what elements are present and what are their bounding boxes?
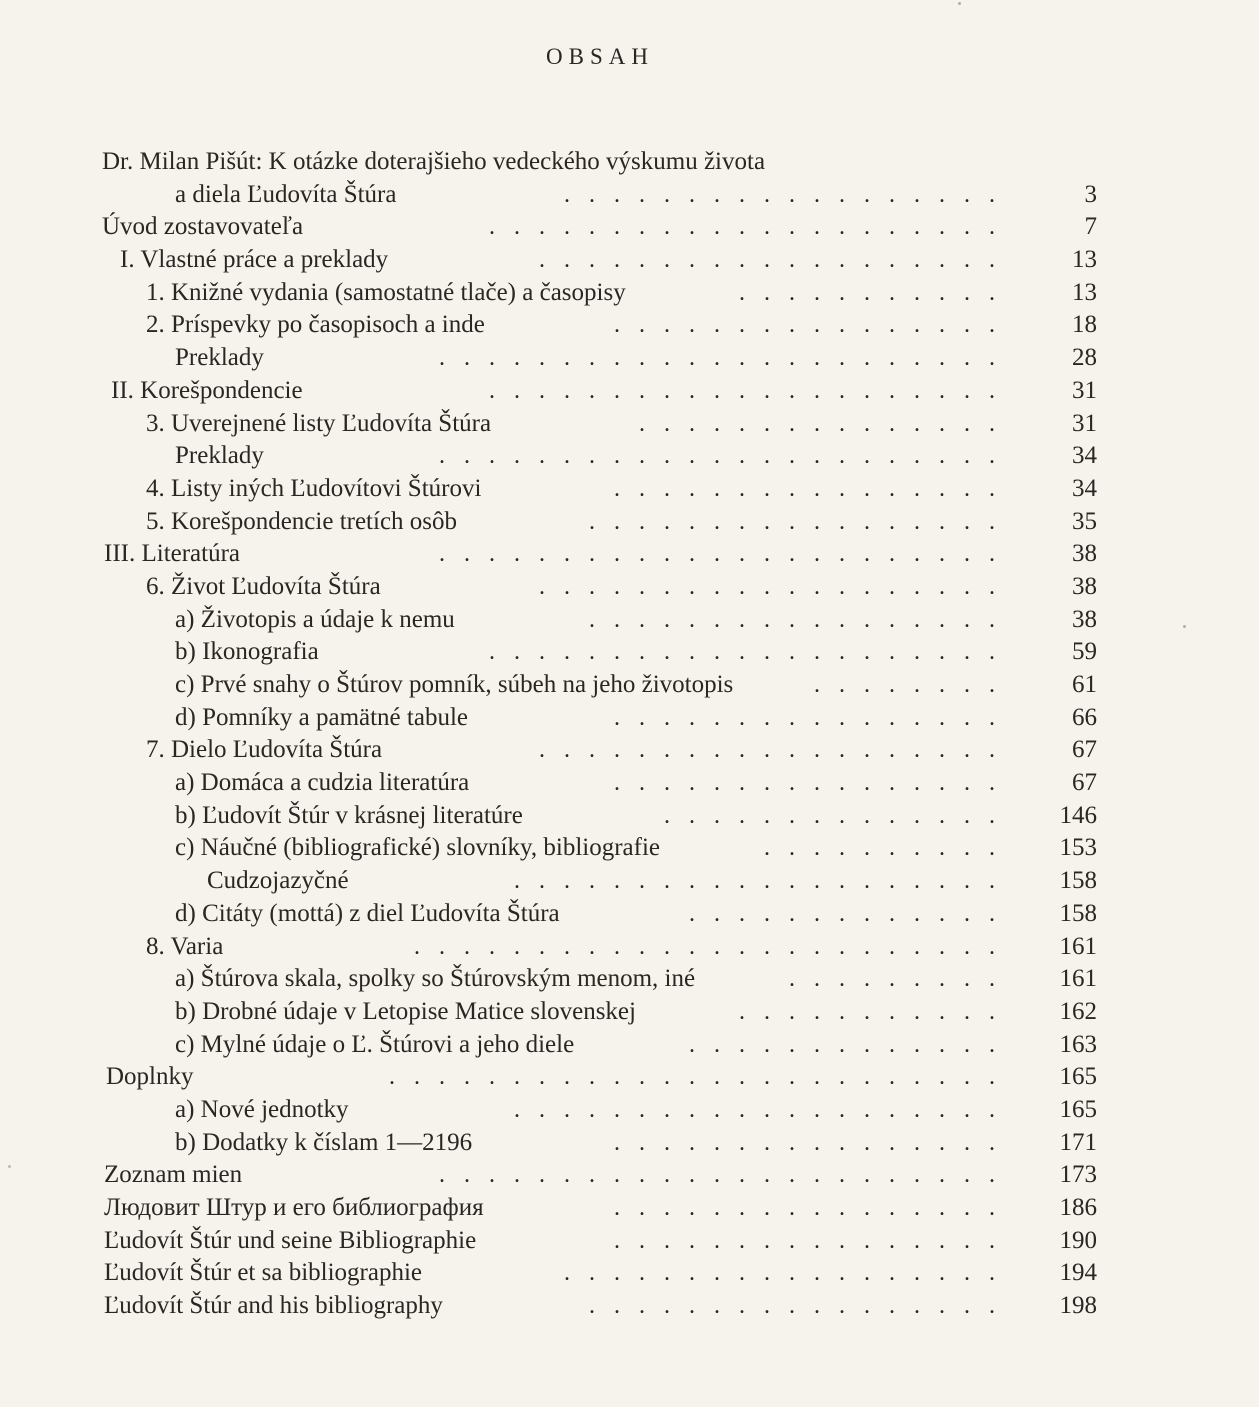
toc-entry bbox=[0, 734, 1259, 767]
dot-leader: ................ bbox=[614, 1195, 1014, 1221]
toc-entry-page: 190 bbox=[1059, 1226, 1097, 1254]
dot-leader: ........ bbox=[814, 672, 1014, 698]
toc-entry-label: Preklady bbox=[175, 344, 264, 372]
toc-entry-page: 158 bbox=[1059, 899, 1097, 927]
toc-entry-label: Ľudovít Štúr and his bibliography bbox=[104, 1292, 443, 1320]
dot-leader: ..................... bbox=[489, 639, 1014, 666]
toc-entry-label: d) Pomníky a pamätné tabule bbox=[175, 703, 468, 731]
toc-entry-label: II. Korešpondencie bbox=[111, 376, 303, 404]
dot-leader: ................ bbox=[614, 312, 1014, 339]
toc-entry-label: 5. Korešpondencie tretích osôb bbox=[146, 507, 458, 535]
toc-entry-page: 198 bbox=[1059, 1292, 1097, 1320]
toc-entry-label: b) Drobné údaje v Letopise Matice slovenskej bbox=[175, 997, 636, 1025]
toc-entry bbox=[0, 309, 1259, 342]
dot-leader: .............. bbox=[664, 802, 1014, 829]
toc-entry-label: a) Štúrova skala, spolky so Štúrovským menom, iné bbox=[175, 965, 696, 993]
toc-entry-label: 7. Dielo Ľudovíta Štúra bbox=[146, 736, 383, 764]
dot-leader: ........... bbox=[739, 998, 1014, 1025]
dot-leader: .................. bbox=[564, 1260, 1014, 1287]
table-of-contents bbox=[0, 146, 1259, 1323]
toc-entry bbox=[0, 702, 1259, 735]
dot-leader: ................ bbox=[614, 1129, 1014, 1156]
toc-entry-page: 59 bbox=[1072, 638, 1097, 666]
dot-leader: ..................... bbox=[489, 377, 1014, 404]
toc-entry bbox=[0, 244, 1259, 277]
toc-entry bbox=[0, 865, 1259, 898]
toc-entry-page: 165 bbox=[1059, 1063, 1097, 1091]
toc-entry bbox=[0, 669, 1259, 702]
dot-leader: .................... bbox=[514, 868, 1014, 895]
dot-leader: ................ bbox=[614, 1227, 1014, 1254]
toc-entry bbox=[0, 1290, 1259, 1323]
toc-entry bbox=[0, 571, 1259, 604]
toc-entry bbox=[0, 538, 1259, 571]
toc-entry-label: Doplnky bbox=[106, 1063, 194, 1091]
toc-entry-label: 8. Varia bbox=[146, 932, 224, 960]
dot-leader: ......................... bbox=[389, 1064, 1014, 1091]
toc-entry-label: Ľudovít Štúr und seine Bibliographie bbox=[104, 1226, 477, 1254]
toc-entry bbox=[0, 1192, 1259, 1225]
dot-leader: ..................... bbox=[489, 214, 1014, 241]
toc-entry-page: 34 bbox=[1072, 442, 1097, 470]
toc-entry bbox=[0, 506, 1259, 539]
dot-leader: .................... bbox=[514, 1096, 1014, 1123]
toc-entry bbox=[0, 146, 1259, 179]
toc-entry-label: Úvod zostavovateľa bbox=[102, 213, 304, 241]
toc-entry bbox=[0, 636, 1259, 669]
toc-entry bbox=[0, 800, 1259, 833]
toc-entry bbox=[0, 1225, 1259, 1258]
toc-entry bbox=[0, 898, 1259, 931]
dot-leader: ............. bbox=[689, 900, 1014, 927]
toc-entry-label: b) Ikonografia bbox=[175, 638, 319, 666]
toc-entry-page: 35 bbox=[1072, 507, 1097, 535]
toc-entry-page: 158 bbox=[1059, 867, 1097, 895]
toc-entry bbox=[0, 211, 1259, 244]
toc-entry bbox=[0, 963, 1259, 996]
toc-entry-label: a) Domáca a cudzia literatúra bbox=[175, 769, 470, 797]
toc-entry-label: Людовит Штур и его библиография bbox=[104, 1194, 484, 1221]
toc-entry bbox=[0, 1061, 1259, 1094]
dot-leader: ........................ bbox=[414, 933, 1014, 960]
dot-leader: ................. bbox=[589, 1293, 1014, 1320]
toc-entry-label: 6. Život Ľudovíta Štúra bbox=[146, 572, 381, 600]
toc-entry bbox=[0, 767, 1259, 800]
dot-leader: .......... bbox=[764, 835, 1014, 862]
dot-leader: ................... bbox=[539, 737, 1014, 764]
dot-leader: ................. bbox=[589, 508, 1014, 535]
toc-entry-label: 4. Listy iných Ľudovítovi Štúrovi bbox=[146, 474, 482, 502]
toc-entry-label: Ľudovít Štúr et sa bibliographie bbox=[104, 1259, 423, 1287]
toc-entry-page: 31 bbox=[1072, 409, 1097, 437]
dot-leader: ....................... bbox=[439, 541, 1014, 568]
toc-entry-page: 161 bbox=[1059, 932, 1097, 960]
toc-entry-label: b) Ľudovít Štúr v krásnej literatúre bbox=[175, 801, 523, 829]
dot-leader: ............. bbox=[689, 1031, 1014, 1058]
toc-entry-page: 171 bbox=[1059, 1128, 1097, 1156]
dot-leader: ................ bbox=[614, 770, 1014, 797]
toc-entry bbox=[0, 277, 1259, 310]
toc-entry-page: 66 bbox=[1072, 703, 1097, 731]
dot-leader: .................. bbox=[564, 181, 1014, 208]
paper-speck bbox=[958, 2, 961, 5]
dot-leader: ........... bbox=[739, 279, 1014, 306]
paper-speck bbox=[8, 1165, 11, 1168]
toc-entry-page: 3 bbox=[1084, 180, 1097, 208]
toc-entry-label: Zoznam mien bbox=[104, 1161, 243, 1189]
toc-entry-page: 162 bbox=[1059, 997, 1097, 1025]
toc-entry bbox=[0, 342, 1259, 375]
toc-entry-label: 3. Uverejnené listy Ľudovíta Štúra bbox=[146, 409, 492, 437]
toc-entry bbox=[0, 408, 1259, 441]
toc-entry-page: 67 bbox=[1072, 769, 1097, 797]
toc-entry-page: 38 bbox=[1072, 572, 1097, 600]
toc-entry bbox=[0, 1127, 1259, 1160]
toc-entry-page: 13 bbox=[1072, 246, 1097, 274]
toc-entry-page: 153 bbox=[1059, 834, 1097, 862]
dot-leader: ............... bbox=[639, 410, 1014, 437]
toc-entry bbox=[0, 1094, 1259, 1127]
toc-entry-page: 186 bbox=[1059, 1194, 1097, 1221]
page-title: OBSAH bbox=[546, 44, 654, 69]
toc-entry-page: 163 bbox=[1059, 1030, 1097, 1058]
toc-entry bbox=[0, 473, 1259, 506]
toc-entry-label: a diela Ľudovíta Štúra bbox=[175, 180, 397, 208]
toc-entry-page: 34 bbox=[1072, 474, 1097, 502]
toc-entry bbox=[0, 440, 1259, 473]
toc-entry-page: 161 bbox=[1059, 965, 1097, 993]
toc-entry bbox=[0, 996, 1259, 1029]
toc-entry-label: 1. Knižné vydania (samostatné tlače) a časopisy bbox=[146, 278, 626, 306]
dot-leader: ....................... bbox=[439, 443, 1014, 470]
toc-entry bbox=[0, 1257, 1259, 1290]
toc-entry-page: 67 bbox=[1072, 736, 1097, 764]
dot-leader: ................... bbox=[539, 573, 1014, 600]
toc-entry bbox=[0, 1029, 1259, 1062]
toc-entry-page: 194 bbox=[1059, 1259, 1097, 1287]
toc-entry-page: 28 bbox=[1072, 344, 1097, 372]
toc-entry-page: 38 bbox=[1072, 605, 1097, 633]
toc-entry bbox=[0, 832, 1259, 865]
dot-leader: ....................... bbox=[439, 345, 1014, 372]
toc-entry-label: Dr. Milan Pišút: K otázke doterajšieho vedeckého výskumu života bbox=[102, 148, 766, 175]
dot-leader: ................. bbox=[589, 606, 1014, 633]
toc-entry-label: b) Dodatky k číslam 1—2196 bbox=[175, 1128, 473, 1156]
toc-entry-page: 61 bbox=[1072, 671, 1097, 698]
dot-leader: ....................... bbox=[439, 1162, 1014, 1189]
toc-entry-page: 31 bbox=[1072, 376, 1097, 404]
dot-leader: ......... bbox=[789, 966, 1014, 993]
toc-entry bbox=[0, 931, 1259, 964]
toc-entry-label: a) Životopis a údaje k nemu bbox=[175, 605, 455, 633]
toc-entry-label: c) Prvé snahy o Štúrov pomník, súbeh na jeho životopis bbox=[175, 671, 734, 698]
toc-entry bbox=[0, 1159, 1259, 1192]
toc-entry-label: a) Nové jednotky bbox=[175, 1095, 349, 1123]
dot-leader: ................... bbox=[539, 247, 1014, 274]
toc-entry-page: 38 bbox=[1072, 540, 1097, 568]
toc-entry-page: 7 bbox=[1084, 213, 1097, 241]
dot-leader: ................ bbox=[614, 704, 1014, 731]
toc-entry bbox=[0, 179, 1259, 212]
toc-entry-page: 165 bbox=[1059, 1095, 1097, 1123]
dot-leader: ................ bbox=[614, 475, 1014, 502]
toc-entry-label: Preklady bbox=[175, 442, 264, 470]
toc-entry-page: 173 bbox=[1059, 1161, 1097, 1189]
toc-entry-label: Cudzojazyčné bbox=[207, 867, 349, 895]
paper-speck bbox=[1183, 625, 1186, 628]
toc-entry-label: c) Náučné (bibliografické) slovníky, bibliografie bbox=[175, 834, 661, 862]
toc-entry-label: d) Citáty (mottá) z diel Ľudovíta Štúra bbox=[175, 899, 560, 927]
toc-entry-page: 146 bbox=[1059, 801, 1097, 829]
toc-entry bbox=[0, 375, 1259, 408]
toc-entry-page: 18 bbox=[1072, 311, 1097, 339]
toc-entry-label: I. Vlastné práce a preklady bbox=[120, 246, 389, 274]
toc-entry-page: 13 bbox=[1072, 278, 1097, 306]
toc-entry-label: 2. Príspevky po časopisoch a inde bbox=[146, 311, 485, 339]
toc-entry-label: III. Literatúra bbox=[104, 540, 241, 568]
toc-entry-label: c) Mylné údaje o Ľ. Štúrovi a jeho diele bbox=[175, 1030, 575, 1058]
toc-entry bbox=[0, 604, 1259, 637]
